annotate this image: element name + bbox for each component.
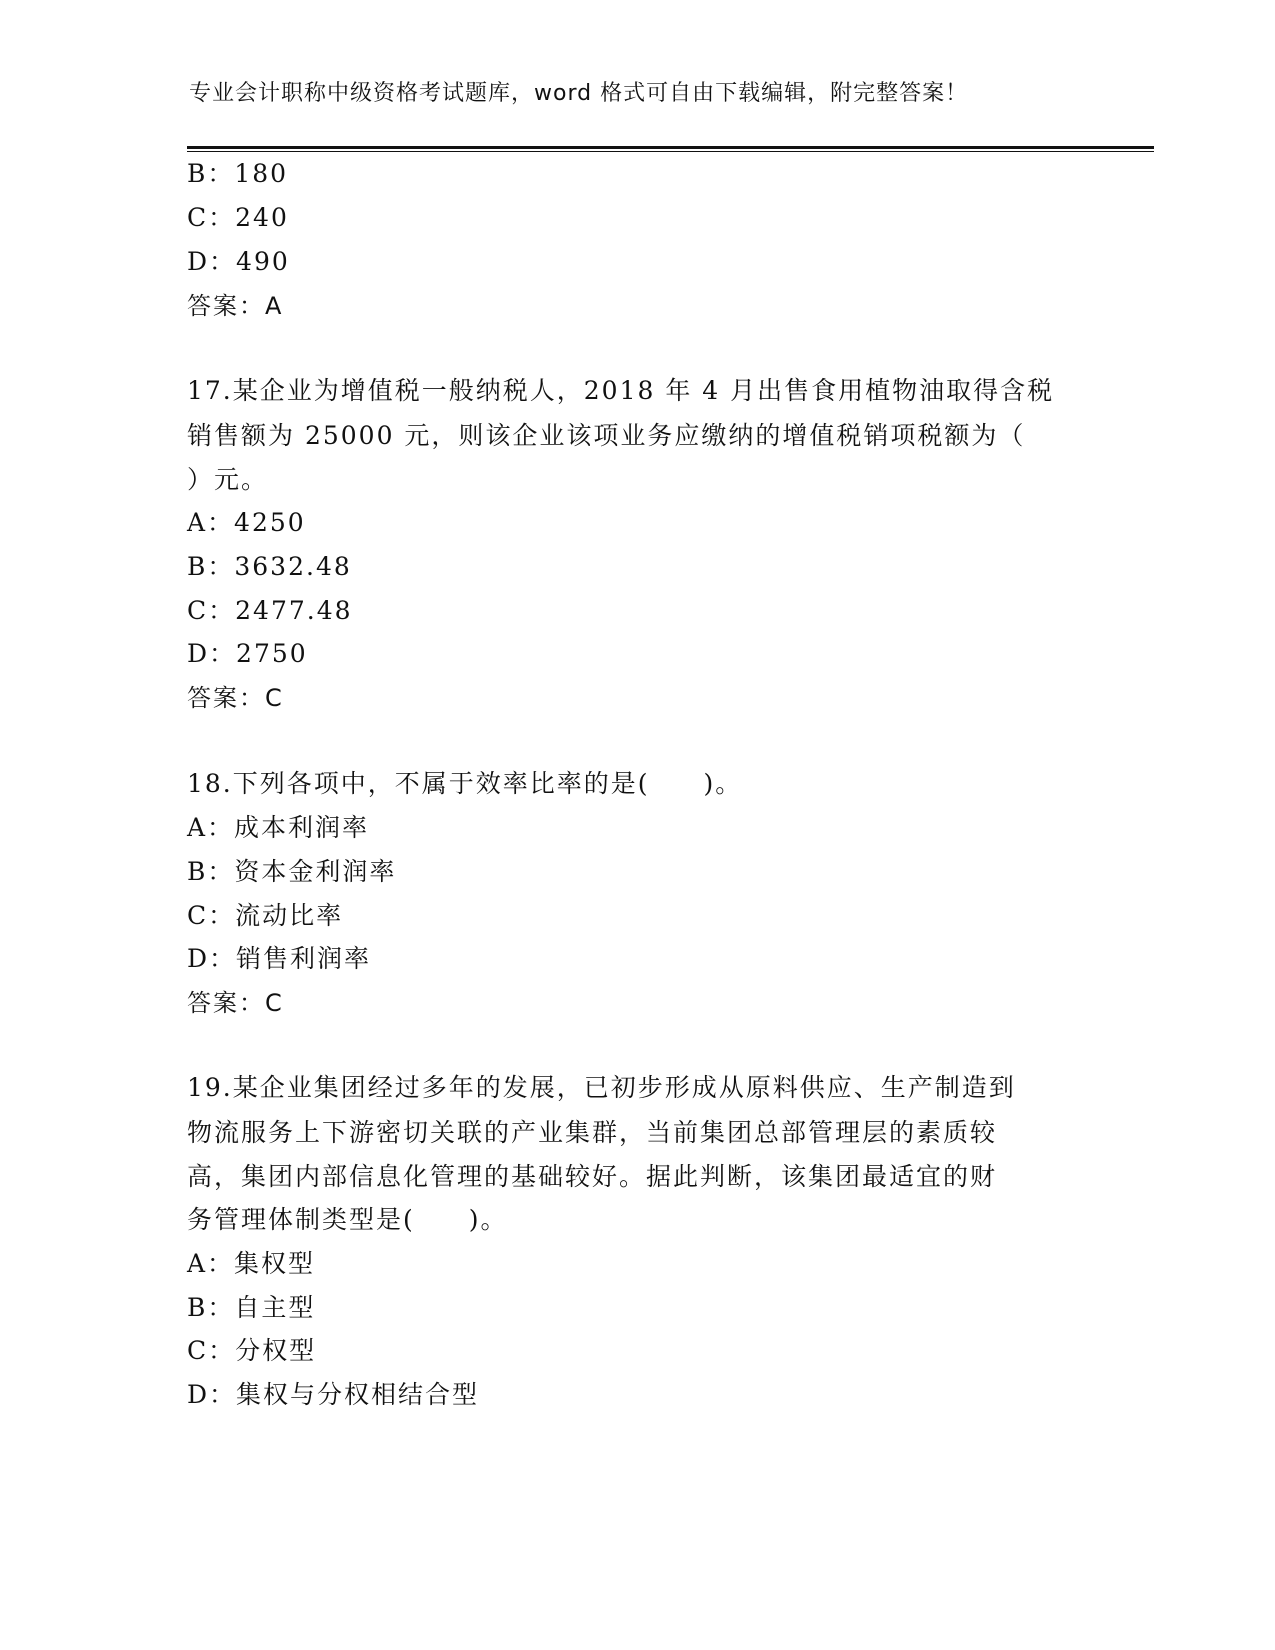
- q19-stem-line-1: 19.某企业集团经过多年的发展，已初步形成从原料供应、生产制造到: [187, 1073, 1016, 1102]
- q19-option-b: B：自主型: [187, 1293, 316, 1322]
- q17-stem-line-2: 销售额为 25000 元，则该企业该项业务应缴纳的增值税销项税额为（: [187, 421, 1026, 450]
- q16-answer: 答案：A: [187, 292, 284, 320]
- q18-answer: 答案：C: [187, 989, 284, 1017]
- q17-stem-line-1: 17.某企业为增值税一般纳税人，2018 年 4 月出售食用植物油取得含税: [187, 376, 1055, 405]
- q17-answer: 答案：C: [187, 684, 284, 712]
- q19-stem-line-2: 物流服务上下游密切关联的产业集群，当前集团总部管理层的素质较: [187, 1118, 998, 1147]
- q18-option-a: A：成本利润率: [187, 813, 370, 842]
- q19-stem-line-4: 务管理体制类型是( )。: [187, 1205, 508, 1234]
- header-rule-thin: [187, 151, 1154, 152]
- q18-option-d: D：销售利润率: [187, 944, 372, 973]
- q19-option-c: C：分权型: [187, 1336, 317, 1365]
- q16-option-c: C：240: [187, 203, 289, 232]
- q18-option-b: B：资本金利润率: [187, 857, 397, 886]
- q18-stem-line-1: 18.下列各项中，不属于效率比率的是( )。: [187, 769, 743, 798]
- page-header: 专业会计职称中级资格考试题库，word 格式可自由下载编辑，附完整答案！: [189, 81, 969, 106]
- q19-option-a: A：集权型: [187, 1249, 316, 1278]
- q18-option-c: C：流动比率: [187, 901, 344, 930]
- q17-option-d: D：2750: [187, 639, 308, 668]
- header-rule-thick: [187, 146, 1154, 149]
- q17-option-a: A：4250: [187, 508, 306, 537]
- q17-option-b: B：3632.48: [187, 552, 352, 581]
- q17-option-c: C：2477.48: [187, 596, 353, 625]
- q19-option-d: D：集权与分权相结合型: [187, 1380, 480, 1409]
- q16-option-b: B：180: [187, 159, 289, 188]
- q17-stem-line-3: ）元。: [187, 465, 269, 494]
- q19-stem-line-3: 高，集团内部信息化管理的基础较好。据此判断，该集团最适宜的财: [187, 1162, 998, 1191]
- q16-option-d: D：490: [187, 247, 290, 276]
